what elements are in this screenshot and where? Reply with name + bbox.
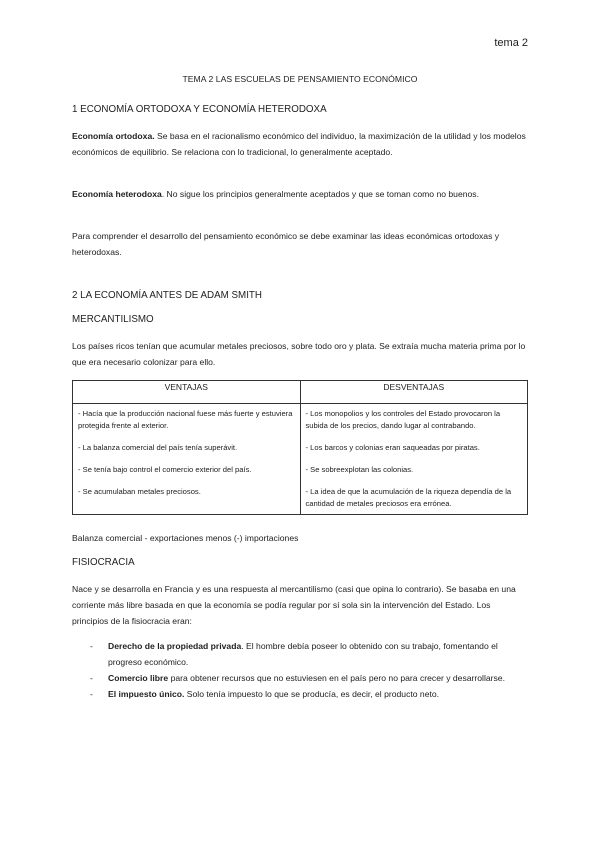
column-header-desventajas: DESVENTAJAS — [300, 381, 528, 404]
section-2-heading: 2 LA ECONOMÍA ANTES DE ADAM SMITH — [72, 290, 262, 301]
ventaja-item: - Se tenía bajo control el comercio exterior del país. — [78, 465, 252, 474]
table-header-row — [73, 381, 528, 404]
term-economia-ortodoxa: Economía ortodoxa. — [72, 131, 155, 141]
table-row — [73, 404, 528, 515]
ventajas-desventajas-table — [72, 380, 528, 515]
principle-text: . El hombre debía poseer lo obtenido con su trabajo, fomentando el progreso económico. — [108, 641, 498, 667]
desventaja-item: - Los monopolios y los controles del Estado provocaron la subida de los precios, dando lugar al contrabando. — [305, 409, 501, 430]
balanza-note: Balanza comercial - exportaciones menos (-) importaciones — [72, 533, 299, 543]
ventaja-item: - La balanza comercial del país tenía superávit. — [78, 443, 238, 452]
list-item — [90, 686, 510, 702]
list-item — [90, 638, 510, 670]
desventajas-cell — [300, 404, 528, 515]
principle-term: El impuesto único. — [108, 689, 185, 699]
principle-term: Comercio libre — [108, 673, 169, 683]
section-1-heading: 1 ECONOMÍA ORTODOXA Y ECONOMÍA HETERODOXA — [72, 104, 327, 115]
desventaja-item: - Se sobreexplotan las colonias. — [305, 465, 414, 474]
mercantilismo-heading: MERCANTILISMO — [72, 314, 154, 325]
ventaja-item: - Se acumulaban metales preciosos. — [78, 487, 201, 496]
desventaja-item: - La idea de que la acumulación de la riqueza dependía de la cantidad de metales preciosos era errónea. — [305, 487, 512, 508]
mercantilismo-intro: Los países ricos tenían que acumular metales preciosos, sobre todo oro y plata. Se extraía mucha materia prima por lo que era necesario colonizar para ello. — [72, 341, 526, 367]
principle-text: para obtener recursos que no estuviesen en el país pero no para crecer y desarrollarse. — [168, 673, 505, 683]
principle-term: Derecho de la propiedad privada — [108, 641, 242, 651]
document-title: TEMA 2 LAS ESCUELAS DE PENSAMIENTO ECONÓMICO — [182, 74, 418, 84]
paragraph-summary: Para comprender el desarrollo del pensamiento económico se debe examinar las ideas económicas ortodoxas y heterodoxas. — [72, 231, 500, 257]
ventajas-cell — [73, 404, 301, 515]
term-economia-heterodoxa: Economía heterodoxa — [72, 189, 162, 199]
page-label: tema 2 — [494, 37, 528, 49]
paragraph-economia-ortodoxa — [72, 128, 528, 160]
fisiocracia-principles-list — [90, 638, 510, 702]
principle-text: Solo tenía impuesto lo que se producía, es decir, el producto neto. — [184, 689, 440, 699]
paragraph-economia-heterodoxa — [72, 186, 528, 202]
definition-economia-heterodoxa: . No sigue los principios generalmente aceptados y que se toman como no buenos. — [161, 189, 479, 199]
ventaja-item: - Hacía que la producción nacional fuese más fuerte y estuviera protegida frente al exterior. — [78, 409, 293, 430]
fisiocracia-heading: FISIOCRACIA — [72, 557, 135, 568]
list-item — [90, 670, 510, 686]
definition-economia-ortodoxa: Se basa en el racionalismo económico del individuo, la maximización de la utilidad y los modelos económicos de equilibrio. Se relaciona con lo tradicional, lo generalmente aceptado. — [72, 131, 526, 157]
fisiocracia-intro: Nace y se desarrolla en Francia y es una respuesta al mercantilismo (casi que opina lo contrario). Se basaba en una corriente más libre basada en que la economía se podía regular por sí sola sin la intervención del Estado. Los principios de la fisiocracia eran: — [72, 584, 516, 626]
desventaja-item: - Los barcos y colonias eran saqueadas por piratas. — [305, 443, 480, 452]
column-header-ventajas: VENTAJAS — [73, 381, 301, 404]
